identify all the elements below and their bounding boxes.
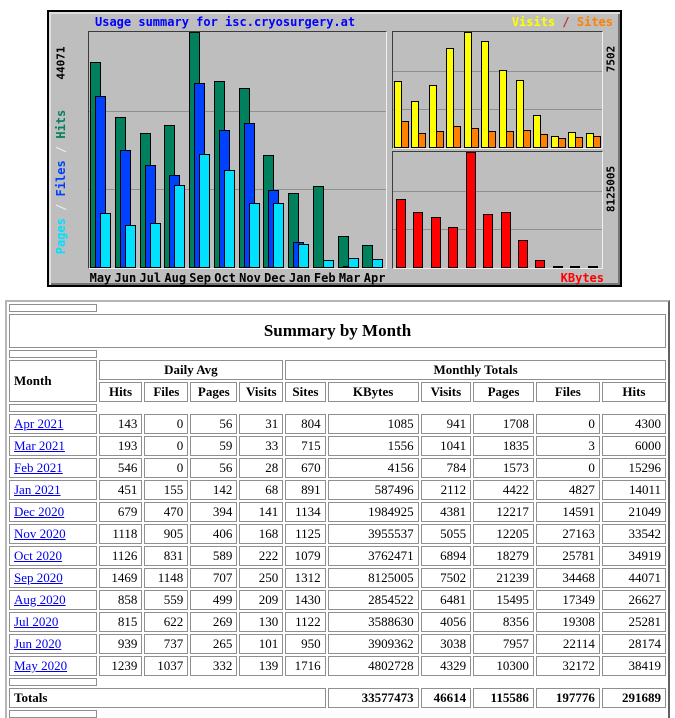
table-cell: 17349 (536, 590, 600, 610)
hits-files-pages-plot (88, 31, 387, 269)
table-cell: 8356 (473, 612, 534, 632)
table-cell: 2112 (421, 480, 472, 500)
kbytes-bar (413, 212, 423, 268)
legend-text: Sites (576, 15, 613, 29)
column-header: Visits (239, 382, 283, 402)
table-cell: 28 (239, 458, 283, 478)
month-cell (9, 436, 97, 456)
table-cell: 737 (144, 634, 188, 654)
table-cell: 0 (536, 458, 600, 478)
table-cell: 4827 (536, 480, 600, 500)
spacer-row (9, 710, 666, 718)
usage-graph (47, 10, 622, 287)
table-cell: 3762471 (328, 546, 419, 566)
table-cell: 33542 (602, 524, 666, 544)
sites-bar (488, 131, 496, 148)
table-cell: 3955537 (328, 524, 419, 544)
left-axis-max-label: 44071 (54, 46, 68, 80)
table-cell: 4156 (328, 458, 419, 478)
gridline (393, 191, 602, 192)
month-cell (9, 612, 97, 632)
table-cell: 858 (99, 590, 143, 610)
table-cell: 3038 (421, 634, 472, 654)
month-cell (9, 568, 97, 588)
table-cell: 1079 (285, 546, 325, 566)
pages-bar (348, 258, 359, 268)
kbytes-bar (588, 266, 598, 268)
summary-table (5, 300, 670, 718)
table-row (9, 634, 666, 654)
table-cell: 1708 (473, 414, 534, 434)
totals-cell: 33577473 (328, 688, 419, 708)
table-cell: 25781 (536, 546, 600, 566)
table-cell: 1118 (99, 524, 143, 544)
table-cell: 269 (190, 612, 237, 632)
table-cell: 6894 (421, 546, 472, 566)
table-cell: 28174 (602, 634, 666, 654)
table-cell: 1556 (328, 436, 419, 456)
kbytes-bar (396, 199, 406, 268)
table-cell: 14591 (536, 502, 600, 522)
header-columns-row (9, 382, 666, 402)
table-cell: 26627 (602, 590, 666, 610)
table-row (9, 436, 666, 456)
table-cell: 0 (144, 414, 188, 434)
table-cell: 5055 (421, 524, 472, 544)
table-cell: 155 (144, 480, 188, 500)
sites-bar (436, 131, 444, 148)
month-cell (9, 546, 97, 566)
table-cell: 10300 (473, 656, 534, 676)
kbytes-bar (431, 217, 441, 268)
table-cell: 891 (285, 480, 325, 500)
kbytes-bar (501, 212, 511, 268)
table-cell: 1835 (473, 436, 534, 456)
spacer-cell (9, 710, 97, 718)
axis-label-text: Files (54, 160, 68, 197)
axis-label-text: / (54, 196, 68, 219)
kbytes-bar (448, 227, 458, 268)
legend-text: Visits (511, 15, 556, 29)
month-cell (9, 656, 97, 676)
table-row (9, 414, 666, 434)
table-cell: 670 (285, 458, 325, 478)
table-cell: 1312 (285, 568, 325, 588)
table-cell: 1573 (473, 458, 534, 478)
table-row (9, 568, 666, 588)
column-header: Hits (99, 382, 143, 402)
table-cell: 34919 (602, 546, 666, 566)
table-cell: 4300 (602, 414, 666, 434)
table-cell: 18279 (473, 546, 534, 566)
gridline (393, 109, 602, 110)
table-cell: 59 (190, 436, 237, 456)
month-cell (9, 524, 97, 544)
table-cell: 831 (144, 546, 188, 566)
table-cell: 32172 (536, 656, 600, 676)
summary-table-wrap (5, 300, 670, 718)
table-cell: 1148 (144, 568, 188, 588)
table-cell: 6000 (602, 436, 666, 456)
table-cell: 1125 (285, 524, 325, 544)
table-cell: 193 (99, 436, 143, 456)
table-cell: 1085 (328, 414, 419, 434)
pages-bar (100, 213, 111, 268)
month-cell (9, 590, 97, 610)
table-cell: 905 (144, 524, 188, 544)
table-cell: 589 (190, 546, 237, 566)
month-link[interactable]: Apr 2021 (14, 416, 64, 431)
table-cell: 14011 (602, 480, 666, 500)
pages-bar (372, 259, 383, 268)
month-link[interactable]: Oct 2020 (14, 548, 63, 563)
visits-axis-max-label: 7502 (604, 45, 618, 73)
gridline (89, 111, 386, 112)
table-cell: 15495 (473, 590, 534, 610)
table-cell: 22114 (536, 634, 600, 654)
sites-bar (575, 137, 583, 148)
table-cell: 12217 (473, 502, 534, 522)
column-header: Pages (190, 382, 237, 402)
table-cell: 1134 (285, 502, 325, 522)
table-cell: 1716 (285, 656, 325, 676)
table-cell: 7957 (473, 634, 534, 654)
table-cell: 332 (190, 656, 237, 676)
totals-row (9, 688, 666, 708)
sites-bar (418, 133, 426, 148)
month-label: Dec (264, 271, 286, 285)
table-cell: 130 (239, 612, 283, 632)
spacer-ghost (99, 678, 666, 686)
pages-bar (174, 185, 185, 268)
month-link[interactable]: Mar 2021 (14, 438, 65, 453)
spacer-ghost (99, 350, 666, 358)
table-cell: 12205 (473, 524, 534, 544)
table-cell: 19308 (536, 612, 600, 632)
table-cell: 68 (239, 480, 283, 500)
axis-label-text: / (54, 138, 68, 161)
monthly-totals-header: Monthly Totals (285, 360, 666, 380)
pages-files-hits-axis-label (54, 110, 68, 255)
table-cell: 0 (144, 458, 188, 478)
table-cell: 141 (239, 502, 283, 522)
axis-label-text: Pages (54, 218, 68, 255)
column-header: KBytes (328, 382, 419, 402)
spacer-row (9, 350, 666, 358)
month-label: Nov (239, 271, 261, 285)
totals-cell: 197776 (536, 688, 600, 708)
spacer-cell (9, 304, 97, 312)
table-cell: 4056 (421, 612, 472, 632)
table-cell: 1122 (285, 612, 325, 632)
table-cell: 1041 (421, 436, 472, 456)
table-row (9, 656, 666, 676)
table-cell: 559 (144, 590, 188, 610)
sites-bar (593, 136, 601, 148)
table-cell: 815 (99, 612, 143, 632)
table-cell: 499 (190, 590, 237, 610)
table-row (9, 458, 666, 478)
month-axis-labels (88, 271, 387, 287)
column-header: Sites (285, 382, 325, 402)
pages-bar (150, 223, 161, 268)
table-cell: 34468 (536, 568, 600, 588)
month-label: Jan (288, 271, 311, 285)
table-cell: 101 (239, 634, 283, 654)
pages-bar (298, 244, 309, 268)
table-cell: 587496 (328, 480, 419, 500)
month-link[interactable]: Sep 2020 (14, 570, 63, 585)
month-cell (9, 414, 97, 434)
table-cell: 4329 (421, 656, 472, 676)
table-cell: 0 (144, 436, 188, 456)
kbytes-bar (553, 266, 563, 268)
visits-sites-plot (392, 31, 603, 149)
table-cell: 56 (190, 414, 237, 434)
sites-bar (471, 128, 479, 148)
table-cell: 265 (190, 634, 237, 654)
table-cell: 56 (190, 458, 237, 478)
month-label: Aug (164, 271, 187, 285)
month-link[interactable]: Aug 2020 (14, 592, 66, 607)
table-row (9, 480, 666, 500)
table-cell: 707 (190, 568, 237, 588)
table-cell: 0 (536, 414, 600, 434)
axis-label-text: Hits (54, 109, 68, 139)
table-cell: 4381 (421, 502, 472, 522)
table-cell: 784 (421, 458, 472, 478)
month-link[interactable]: Dec 2020 (14, 504, 65, 519)
spacer-row (9, 404, 666, 412)
kbytes-bar (466, 152, 476, 268)
table-cell: 1984925 (328, 502, 419, 522)
table-cell: 8125005 (328, 568, 419, 588)
table-cell: 25281 (602, 612, 666, 632)
table-cell: 21049 (602, 502, 666, 522)
month-label: Feb (313, 271, 336, 285)
table-cell: 143 (99, 414, 143, 434)
sites-bar (523, 130, 531, 148)
spacer-cell (9, 350, 97, 358)
sites-bar (558, 138, 566, 148)
month-cell (9, 480, 97, 500)
table-cell: 27163 (536, 524, 600, 544)
table-cell: 804 (285, 414, 325, 434)
totals-label: Totals (9, 688, 326, 708)
column-header: Files (144, 382, 188, 402)
table-cell: 4802728 (328, 656, 419, 676)
daily-avg-header: Daily Avg (99, 360, 284, 380)
sites-bar (453, 126, 461, 148)
table-cell: 1126 (99, 546, 143, 566)
spacer-row (9, 678, 666, 686)
table-cell: 470 (144, 502, 188, 522)
table-cell: 1430 (285, 590, 325, 610)
totals-cell: 291689 (602, 688, 666, 708)
month-link[interactable]: Nov 2020 (14, 526, 66, 541)
table-cell: 7502 (421, 568, 472, 588)
column-header: Visits (421, 382, 472, 402)
table-row (9, 524, 666, 544)
pages-bar (273, 203, 284, 268)
table-cell: 44071 (602, 568, 666, 588)
table-cell: 21239 (473, 568, 534, 588)
month-label: Jun (114, 271, 137, 285)
table-cell: 6481 (421, 590, 472, 610)
gridline (393, 71, 602, 72)
month-cell (9, 458, 97, 478)
pages-bar (249, 203, 260, 268)
pages-bar (125, 225, 136, 268)
kbytes-bar (570, 266, 580, 268)
month-cell (9, 502, 97, 522)
table-cell: 451 (99, 480, 143, 500)
table-title: Summary by Month (9, 314, 666, 348)
totals-cell: 115586 (473, 688, 534, 708)
spacer-cell (9, 678, 97, 686)
table-cell: 715 (285, 436, 325, 456)
table-cell: 546 (99, 458, 143, 478)
table-cell: 394 (190, 502, 237, 522)
pages-bar (224, 170, 235, 268)
table-cell: 1469 (99, 568, 143, 588)
table-cell: 38419 (602, 656, 666, 676)
spacer-cell (9, 404, 97, 412)
table-row (9, 590, 666, 610)
sites-bar (401, 121, 409, 148)
gridline (89, 189, 386, 190)
column-header: Pages (473, 382, 534, 402)
table-cell: 3588630 (328, 612, 419, 632)
kbytes-bar (535, 260, 545, 268)
spacer-row (9, 304, 666, 312)
totals-cell: 46614 (421, 688, 472, 708)
month-link[interactable]: Jul 2020 (14, 614, 59, 629)
month-link[interactable]: Jun 2020 (14, 636, 62, 651)
month-column-header: Month (9, 360, 97, 402)
table-cell: 31 (239, 414, 283, 434)
table-row (9, 612, 666, 632)
table-cell: 1037 (144, 656, 188, 676)
table-cell: 250 (239, 568, 283, 588)
month-label: Apr (363, 271, 386, 285)
pages-bar (323, 260, 334, 268)
spacer-ghost (99, 304, 666, 312)
spacer-ghost (99, 404, 666, 412)
table-cell: 3909362 (328, 634, 419, 654)
chart-title: Usage summary for isc.cryosurgery.at (95, 15, 356, 29)
column-header: Files (536, 382, 600, 402)
sites-bar (540, 134, 548, 148)
table-cell: 209 (239, 590, 283, 610)
table-cell: 622 (144, 612, 188, 632)
month-label: Mar (338, 271, 361, 285)
table-cell: 2854522 (328, 590, 419, 610)
legend-text: / (555, 15, 577, 29)
table-cell: 679 (99, 502, 143, 522)
column-header: Hits (602, 382, 666, 402)
table-cell: 142 (190, 480, 237, 500)
pages-bar (199, 154, 210, 268)
month-label: Jul (139, 271, 162, 285)
month-link[interactable]: Jan 2021 (14, 482, 61, 497)
table-cell: 33 (239, 436, 283, 456)
kbytes-bar (518, 240, 528, 268)
header-group-row (9, 360, 666, 380)
month-label: Oct (214, 271, 236, 285)
table-cell: 939 (99, 634, 143, 654)
kbytes-bar (483, 214, 493, 268)
month-label: May (89, 271, 112, 285)
month-link[interactable]: May 2020 (14, 658, 68, 673)
table-cell: 406 (190, 524, 237, 544)
kbytes-axis-max-label: 8125005 (604, 165, 618, 213)
gridline (393, 229, 602, 230)
hits-bar (313, 186, 324, 268)
table-cell: 950 (285, 634, 325, 654)
month-cell (9, 634, 97, 654)
table-cell: 4422 (473, 480, 534, 500)
table-cell: 941 (421, 414, 472, 434)
visits-sites-legend (512, 15, 613, 29)
table-cell: 139 (239, 656, 283, 676)
table-cell: 222 (239, 546, 283, 566)
month-label: Sep (189, 271, 211, 285)
kbytes-label: KBytes (560, 271, 604, 285)
table-cell: 168 (239, 524, 283, 544)
kbytes-plot (392, 151, 603, 269)
sites-bar (506, 131, 514, 148)
table-row (9, 546, 666, 566)
spacer-ghost (99, 710, 666, 718)
title-row (9, 314, 666, 348)
table-cell: 1239 (99, 656, 143, 676)
month-link[interactable]: Feb 2021 (14, 460, 63, 475)
table-row (9, 502, 666, 522)
table-cell: 15296 (602, 458, 666, 478)
table-cell: 3 (536, 436, 600, 456)
